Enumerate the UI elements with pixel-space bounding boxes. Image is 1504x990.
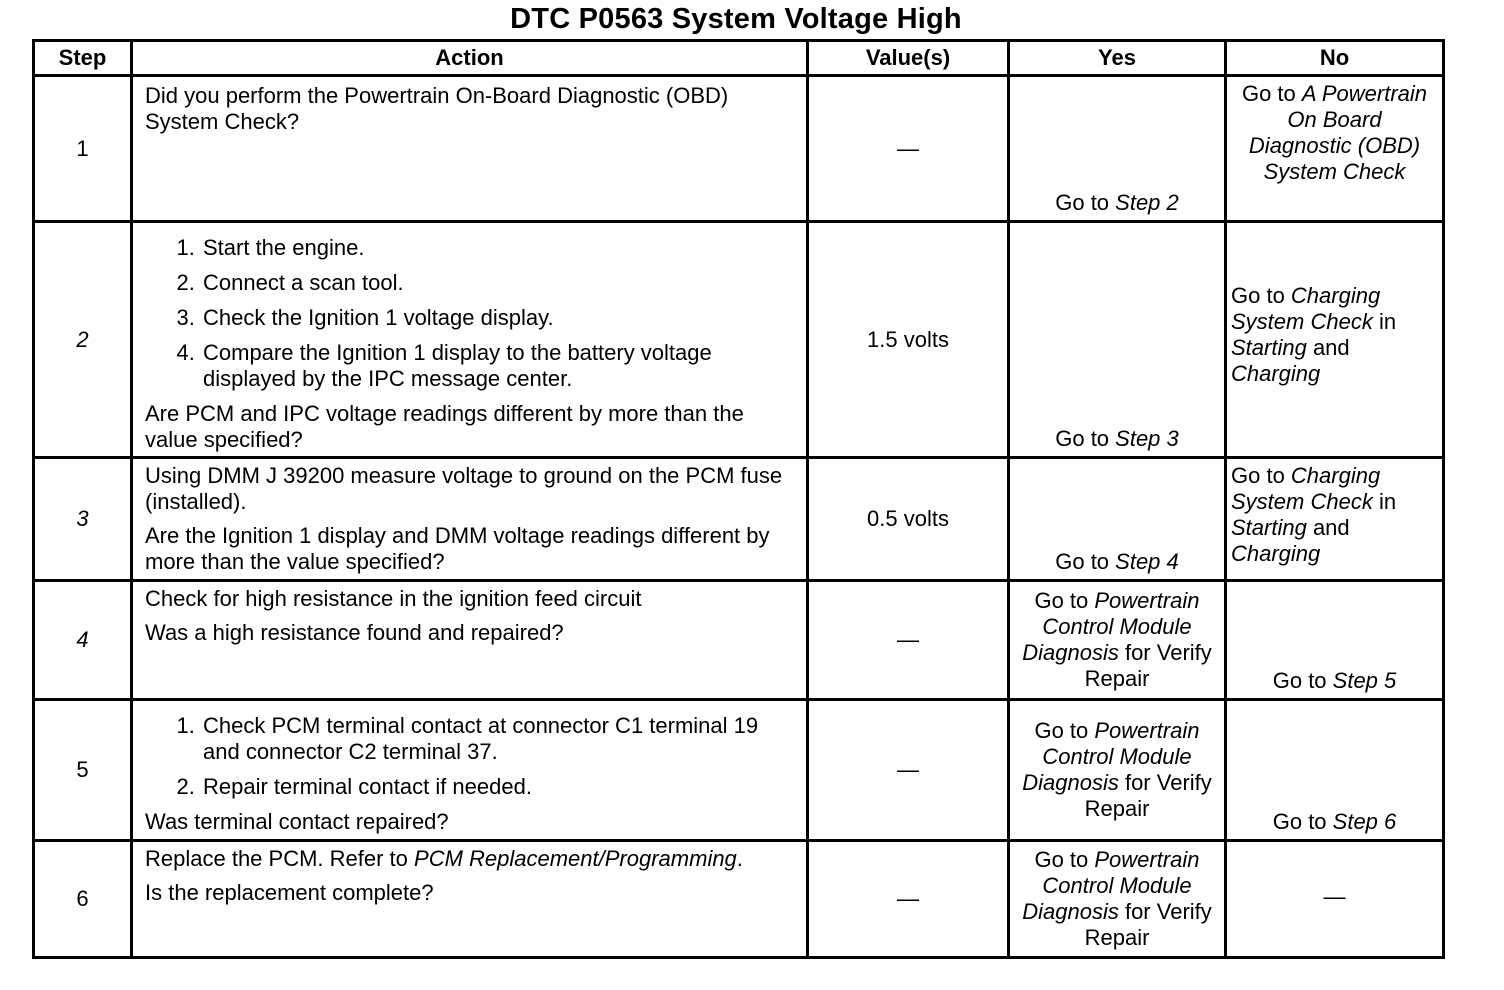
value-cell [808,581,1009,700]
action-list-item: 1. Start the engine. [201,235,796,261]
action-question: Are PCM and IPC voltage readings different by more than the value specified? [145,401,744,452]
no-link[interactable]: Charging System Check [1231,463,1381,514]
yes-cell [1009,458,1226,581]
no-prefix: Go to [1241,81,1302,106]
value-cell [808,76,1009,222]
action-list-item: 2. Connect a scan tool. [201,270,796,296]
no-mid: in [1372,309,1397,334]
no-link[interactable]: Charging System Check [1231,283,1381,334]
no-cell [1226,458,1444,581]
yes-link[interactable]: Step 3 [1115,426,1179,451]
action-cell [132,76,808,222]
no-cell [1226,76,1444,222]
no-link[interactable]: Step 5 [1332,668,1397,693]
step-number: 6 [34,841,132,958]
action-list [145,713,796,800]
table-row [34,581,1444,700]
action-text: Did you perform the Powertrain On-Board Diagnostic (OBD) System Check? [145,83,729,134]
value-cell [808,841,1009,958]
no-link-starting[interactable]: Starting [1231,515,1307,540]
step-number: 5 [34,700,132,841]
no-cell [1226,581,1444,700]
no-mid: in [1372,489,1397,514]
page-title: DTC P0563 System Voltage High [510,3,962,35]
action-question: Are the Ignition 1 display and DMM voltage readings different by more than the value specified? [145,523,770,574]
no-link[interactable]: Step 6 [1332,809,1397,834]
value-text: — [897,757,919,782]
action-text [145,846,796,872]
yes-cell [1009,222,1226,458]
action-list-item: 3. Check the Ignition 1 voltage display. [201,305,796,331]
action-list-item: 1. Check PCM terminal contact at connector C1 terminal 19 and connector C2 terminal 37. [201,713,796,765]
action-list-item: 2. Repair terminal contact if needed. [201,774,796,800]
action-list-item: 4. Compare the Ignition 1 display to the battery voltage displayed by the IPC message center. [201,340,796,392]
yes-prefix: Go to [1055,190,1116,215]
step-number: 4 [34,581,132,700]
yes-cell [1009,581,1226,700]
yes-prefix: Go to [1034,588,1095,613]
yes-suffix: for Verify Repair [1084,640,1212,691]
header-no: No [1226,41,1444,76]
no-cell [1226,700,1444,841]
no-prefix: Go to [1272,668,1333,693]
action-cell [132,841,808,958]
no-prefix: Go to [1272,809,1333,834]
header-row [34,41,1444,76]
yes-cell [1009,700,1226,841]
yes-link[interactable]: Step 4 [1115,549,1179,574]
header-yes: Yes [1009,41,1226,76]
step-number: 2 [34,222,132,458]
table-row [34,222,1444,458]
action-list [145,235,796,392]
header-step: Step [34,41,132,76]
value-cell [808,700,1009,841]
action-text: Check for high resistance in the ignition feed circuit [145,586,642,611]
table-row [34,841,1444,958]
value-text: — [897,135,919,161]
header-action: Action [132,41,808,76]
yes-suffix: for Verify Repair [1084,899,1212,950]
value-cell [808,458,1009,581]
action-question: Was a high resistance found and repaired? [145,620,564,645]
yes-cell [1009,841,1226,958]
action-link[interactable]: PCM Replacement/Programming [414,846,737,871]
action-question: Is the replacement complete? [145,880,434,905]
table-row [34,700,1444,841]
no-link-charging[interactable]: Charging [1231,541,1321,566]
yes-link[interactable]: Powertrain Control Module Diagnosis [1022,588,1200,665]
diagnostic-table [32,39,1445,959]
action-text: Using DMM J 39200 measure voltage to ground on the PCM fuse (installed). [145,463,783,514]
action-cell [132,222,808,458]
no-prefix: Go to [1231,283,1291,308]
no-link-charging[interactable]: Charging [1231,361,1321,386]
yes-link[interactable]: Powertrain Control Module Diagnosis [1022,718,1200,795]
no-mid: and [1306,515,1350,540]
yes-prefix: Go to [1034,847,1095,872]
value-text: — [897,627,919,652]
value-text: 1.5 volts [867,326,949,352]
yes-prefix: Go to [1034,718,1095,743]
value-text: 0.5 volts [867,506,949,531]
action-cell [132,458,808,581]
no-prefix: Go to [1231,463,1291,488]
action-question: Was terminal contact repaired? [145,809,449,834]
no-mid: and [1306,335,1350,360]
no-link[interactable]: A Powertrain On Board Diagnostic (OBD) System Check [1248,81,1428,184]
yes-link[interactable]: Step 2 [1115,190,1179,215]
no-text: — [1323,884,1346,909]
no-cell [1226,841,1444,958]
action-cell [132,700,808,841]
yes-link[interactable]: Powertrain Control Module Diagnosis [1022,847,1200,924]
action-suffix: . [736,846,743,871]
table-row [34,76,1444,222]
no-cell [1226,222,1444,458]
yes-cell [1009,76,1226,222]
step-number: 1 [34,76,132,222]
no-link-starting[interactable]: Starting [1231,335,1307,360]
action-prefix: Replace the PCM. Refer to [145,846,415,871]
value-text: — [897,886,919,911]
action-cell [132,581,808,700]
yes-suffix: for Verify Repair [1084,770,1212,821]
value-cell [808,222,1009,458]
yes-prefix: Go to [1055,426,1116,451]
step-number: 3 [34,458,132,581]
yes-prefix: Go to [1055,549,1116,574]
header-values: Value(s) [808,41,1009,76]
table-row [34,458,1444,581]
